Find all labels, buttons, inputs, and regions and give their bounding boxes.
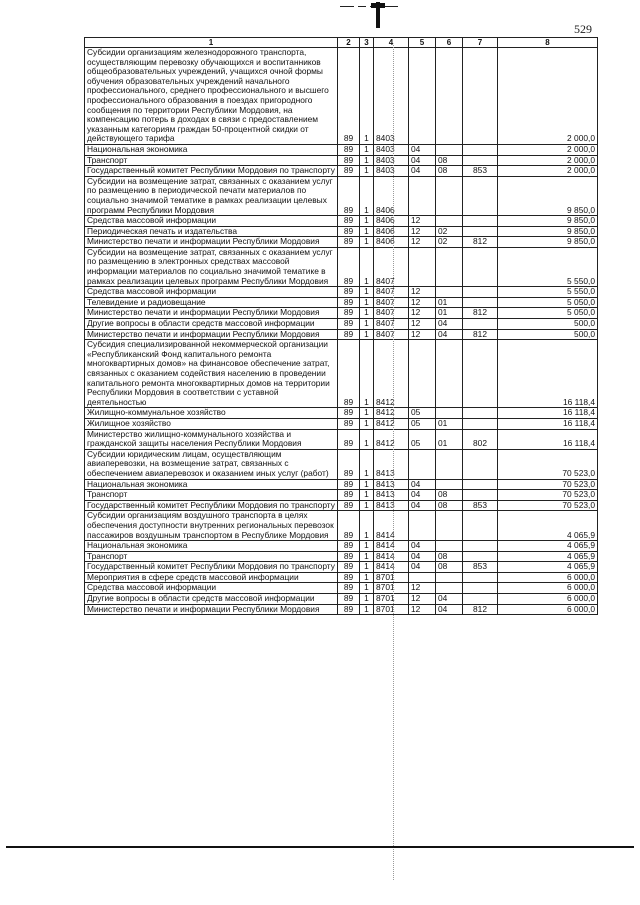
- table-row: [85, 247, 598, 286]
- code-col-6: 02: [436, 237, 463, 248]
- code-col-2: 89: [338, 297, 360, 308]
- item-name: Другие вопросы в области средств массовой информации: [85, 319, 338, 330]
- code-col-5: 12: [409, 237, 436, 248]
- item-name: Жилищно-коммунальное хозяйство: [85, 408, 338, 419]
- code-col-4: 8407: [374, 329, 409, 340]
- code-col-2: 89: [338, 500, 360, 511]
- table-row: [85, 176, 598, 215]
- code-col-7: [463, 551, 498, 562]
- code-col-4: 8413: [374, 500, 409, 511]
- item-name: Субсидии организациям железнодорожного транспорта, осуществляющим перевозку обучающихся и воспитанников общеобразовательных учреждений, учащихся очной формы обучения образовательных учреждений начального профессионального, среднего профессионального и высшего профессионального образования в поездах пригородного сообщения по территории Республики Мордовия, на компенсацию потерь в доходах в связи с предоставлением указанным категориям граждан 50-процентной скидки от действующего тарифа: [85, 48, 338, 145]
- column-header: 3: [360, 38, 374, 48]
- item-name: Государственный комитет Республики Мордовия по транспорту: [85, 500, 338, 511]
- code-col-5: 04: [409, 479, 436, 490]
- item-name: Субсидии организациям воздушного транспорта в целях обеспечения доступности внутренних региональных перевозок пассажиров воздушным транспортом в Республике Мордовия: [85, 511, 338, 541]
- code-col-5: [409, 176, 436, 215]
- code-col-5: 04: [409, 144, 436, 155]
- code-col-3: 1: [360, 541, 374, 552]
- amount-cell: 9 850,0: [498, 237, 598, 248]
- code-col-6: [436, 583, 463, 594]
- code-col-5: 12: [409, 287, 436, 298]
- code-col-5: [409, 511, 436, 541]
- table-row: [85, 490, 598, 501]
- column-header: 2: [338, 38, 360, 48]
- amount-cell: 500,0: [498, 329, 598, 340]
- code-col-2: 89: [338, 329, 360, 340]
- code-col-6: [436, 216, 463, 227]
- table-row: [85, 226, 598, 237]
- code-col-3: 1: [360, 551, 374, 562]
- code-col-3: 1: [360, 500, 374, 511]
- item-name: Субсидии на возмещение затрат, связанных с оказанием услуг по размещению в электронных средствах массовой информации материалов по социально значимой тематике в рамках реализации целевых программ Республики Мордовия: [85, 247, 338, 286]
- amount-cell: 9 850,0: [498, 226, 598, 237]
- code-col-4: 8701: [374, 594, 409, 605]
- table-row: [85, 583, 598, 594]
- code-col-5: 12: [409, 594, 436, 605]
- item-name: Национальная экономика: [85, 541, 338, 552]
- amount-cell: 2 000,0: [498, 155, 598, 166]
- amount-cell: 4 065,9: [498, 541, 598, 552]
- code-col-2: 89: [338, 247, 360, 286]
- item-name: Транспорт: [85, 155, 338, 166]
- code-col-6: [436, 287, 463, 298]
- code-col-5: 04: [409, 541, 436, 552]
- table-row: [85, 237, 598, 248]
- amount-cell: 500,0: [498, 319, 598, 330]
- item-name: Средства массовой информации: [85, 583, 338, 594]
- code-col-2: 89: [338, 226, 360, 237]
- code-col-5: 04: [409, 166, 436, 177]
- code-col-6: [436, 408, 463, 419]
- table-row: [85, 319, 598, 330]
- code-col-4: 8403: [374, 155, 409, 166]
- table-row: [85, 562, 598, 573]
- amount-cell: 4 065,9: [498, 551, 598, 562]
- table-row: [85, 449, 598, 479]
- table-row: [85, 329, 598, 340]
- code-col-6: [436, 511, 463, 541]
- column-header: 7: [463, 38, 498, 48]
- code-col-5: [409, 247, 436, 286]
- code-col-2: 89: [338, 176, 360, 215]
- code-col-7: 853: [463, 562, 498, 573]
- code-col-4: 8413: [374, 490, 409, 501]
- column-header: 1: [85, 38, 338, 48]
- code-col-3: 1: [360, 583, 374, 594]
- amount-cell: 16 118,4: [498, 429, 598, 449]
- code-col-6: [436, 572, 463, 583]
- code-col-5: 04: [409, 562, 436, 573]
- code-col-3: 1: [360, 166, 374, 177]
- page-number: 529: [574, 22, 592, 36]
- code-col-7: [463, 226, 498, 237]
- item-name: Министерство жилищно-коммунального хозяйства и гражданской защиты населения Республики Мордовия: [85, 429, 338, 449]
- code-col-3: 1: [360, 408, 374, 419]
- amount-cell: 9 850,0: [498, 176, 598, 215]
- code-col-4: 8414: [374, 551, 409, 562]
- code-col-5: 12: [409, 583, 436, 594]
- item-name: Национальная экономика: [85, 144, 338, 155]
- code-col-4: 8701: [374, 604, 409, 615]
- code-col-6: [436, 247, 463, 286]
- code-col-2: 89: [338, 551, 360, 562]
- item-name: Субсидия специализированной некоммерческой организации «Республиканский Фонд капитального ремонта многоквартирных домов» на финансовое обеспечение затрат, связанных с оказанием содействия населению в проведении капитального ремонта многоквартирных домов на территории Республики Мордовия в соответствии с уставной деятельностью: [85, 340, 338, 408]
- code-col-6: 04: [436, 604, 463, 615]
- code-col-4: 8407: [374, 287, 409, 298]
- code-col-4: 8403: [374, 48, 409, 145]
- bottom-rule: [6, 846, 634, 848]
- code-col-7: [463, 449, 498, 479]
- item-name: Министерство печати и информации Республики Мордовия: [85, 308, 338, 319]
- code-col-7: [463, 297, 498, 308]
- code-col-7: [463, 319, 498, 330]
- amount-cell: 6 000,0: [498, 594, 598, 605]
- amount-cell: 6 000,0: [498, 604, 598, 615]
- table-row: [85, 216, 598, 227]
- code-col-2: 89: [338, 562, 360, 573]
- code-col-4: 8406: [374, 176, 409, 215]
- code-col-7: [463, 490, 498, 501]
- item-name: Транспорт: [85, 490, 338, 501]
- code-col-7: 812: [463, 329, 498, 340]
- amount-cell: 70 523,0: [498, 500, 598, 511]
- code-col-3: 1: [360, 490, 374, 501]
- amount-cell: 4 065,9: [498, 511, 598, 541]
- code-col-7: 853: [463, 500, 498, 511]
- code-col-4: 8406: [374, 237, 409, 248]
- code-col-4: 8407: [374, 308, 409, 319]
- code-col-6: [436, 449, 463, 479]
- table-row: [85, 500, 598, 511]
- table-row: [85, 340, 598, 408]
- code-col-4: 8412: [374, 340, 409, 408]
- item-name: Министерство печати и информации Республики Мордовия: [85, 329, 338, 340]
- code-col-3: 1: [360, 176, 374, 215]
- code-col-4: 8414: [374, 562, 409, 573]
- code-col-3: 1: [360, 247, 374, 286]
- code-col-2: 89: [338, 429, 360, 449]
- code-col-5: [409, 48, 436, 145]
- code-col-5: 05: [409, 418, 436, 429]
- table-row: [85, 429, 598, 449]
- code-col-3: 1: [360, 308, 374, 319]
- item-name: Субсидии на возмещение затрат, связанных с оказанием услуг по размещению в периодической печати материалов по социально значимой тематике в рамках реализации целевых программ Республики Мордовия: [85, 176, 338, 215]
- code-col-3: 1: [360, 572, 374, 583]
- table-row: [85, 408, 598, 419]
- amount-cell: 6 000,0: [498, 572, 598, 583]
- code-col-2: 89: [338, 48, 360, 145]
- code-col-3: 1: [360, 594, 374, 605]
- code-col-6: 04: [436, 594, 463, 605]
- code-col-2: 89: [338, 408, 360, 419]
- code-col-6: [436, 144, 463, 155]
- code-col-5: 12: [409, 319, 436, 330]
- code-col-2: 89: [338, 340, 360, 408]
- code-col-7: [463, 511, 498, 541]
- item-name: Государственный комитет Республики Мордовия по транспорту: [85, 166, 338, 177]
- item-name: Периодическая печать и издательства: [85, 226, 338, 237]
- table-row: [85, 155, 598, 166]
- budget-table: [84, 37, 598, 615]
- code-col-3: 1: [360, 340, 374, 408]
- code-col-2: 89: [338, 604, 360, 615]
- code-col-4: 8413: [374, 479, 409, 490]
- code-col-5: 12: [409, 226, 436, 237]
- code-col-7: [463, 479, 498, 490]
- code-col-2: 89: [338, 287, 360, 298]
- code-col-7: [463, 216, 498, 227]
- code-col-6: [436, 176, 463, 215]
- table-row: [85, 166, 598, 177]
- code-col-7: 812: [463, 604, 498, 615]
- table-row: [85, 144, 598, 155]
- code-col-6: [436, 541, 463, 552]
- code-col-3: 1: [360, 604, 374, 615]
- code-col-5: 12: [409, 329, 436, 340]
- code-col-2: 89: [338, 449, 360, 479]
- code-col-6: 01: [436, 297, 463, 308]
- code-col-3: 1: [360, 429, 374, 449]
- code-col-2: 89: [338, 166, 360, 177]
- code-col-2: 89: [338, 319, 360, 330]
- code-col-4: 8412: [374, 429, 409, 449]
- table-row: [85, 297, 598, 308]
- table-row: [85, 572, 598, 583]
- code-col-5: 04: [409, 490, 436, 501]
- code-col-2: 89: [338, 594, 360, 605]
- amount-cell: 16 118,4: [498, 408, 598, 419]
- code-col-3: 1: [360, 449, 374, 479]
- code-col-2: 89: [338, 511, 360, 541]
- code-col-5: 04: [409, 551, 436, 562]
- code-col-7: [463, 594, 498, 605]
- code-col-3: 1: [360, 155, 374, 166]
- code-col-2: 89: [338, 490, 360, 501]
- table-header-row: [85, 38, 598, 48]
- code-col-6: 04: [436, 319, 463, 330]
- column-header: 5: [409, 38, 436, 48]
- item-name: Государственный комитет Республики Мордовия по транспорту: [85, 562, 338, 573]
- code-col-4: 8414: [374, 541, 409, 552]
- code-col-3: 1: [360, 48, 374, 145]
- item-name: Телевидение и радиовещание: [85, 297, 338, 308]
- code-col-5: 04: [409, 155, 436, 166]
- code-col-6: 02: [436, 226, 463, 237]
- code-col-7: 802: [463, 429, 498, 449]
- code-col-7: [463, 48, 498, 145]
- amount-cell: 6 000,0: [498, 583, 598, 594]
- table-row: [85, 551, 598, 562]
- code-col-5: 05: [409, 408, 436, 419]
- amount-cell: 16 118,4: [498, 340, 598, 408]
- item-name: Средства массовой информации: [85, 287, 338, 298]
- code-col-6: 08: [436, 166, 463, 177]
- code-col-5: 12: [409, 308, 436, 319]
- code-col-6: 08: [436, 562, 463, 573]
- code-col-2: 89: [338, 144, 360, 155]
- code-col-6: [436, 48, 463, 145]
- table-row: [85, 511, 598, 541]
- code-col-5: 12: [409, 216, 436, 227]
- code-col-6: 08: [436, 500, 463, 511]
- code-col-6: 04: [436, 329, 463, 340]
- code-col-6: [436, 479, 463, 490]
- code-col-2: 89: [338, 479, 360, 490]
- code-col-3: 1: [360, 319, 374, 330]
- code-col-3: 1: [360, 237, 374, 248]
- scan-binding-mark: [340, 0, 400, 30]
- column-header: 8: [498, 38, 598, 48]
- code-col-4: 8406: [374, 226, 409, 237]
- code-col-3: 1: [360, 216, 374, 227]
- code-col-7: 812: [463, 308, 498, 319]
- code-col-4: 8406: [374, 216, 409, 227]
- item-name: Жилищное хозяйство: [85, 418, 338, 429]
- code-col-2: 89: [338, 572, 360, 583]
- table-row: [85, 418, 598, 429]
- code-col-2: 89: [338, 216, 360, 227]
- code-col-7: 853: [463, 166, 498, 177]
- code-col-7: [463, 408, 498, 419]
- code-col-7: [463, 572, 498, 583]
- amount-cell: 70 523,0: [498, 449, 598, 479]
- code-col-7: [463, 287, 498, 298]
- code-col-5: 05: [409, 429, 436, 449]
- item-name: Средства массовой информации: [85, 216, 338, 227]
- code-col-4: 8701: [374, 583, 409, 594]
- code-col-4: 8414: [374, 511, 409, 541]
- code-col-2: 89: [338, 418, 360, 429]
- item-name: Министерство печати и информации Республики Мордовия: [85, 604, 338, 615]
- amount-cell: 16 118,4: [498, 418, 598, 429]
- table-row: [85, 594, 598, 605]
- code-col-7: 812: [463, 237, 498, 248]
- item-name: Другие вопросы в области средств массовой информации: [85, 594, 338, 605]
- code-col-7: [463, 176, 498, 215]
- code-col-3: 1: [360, 479, 374, 490]
- item-name: Национальная экономика: [85, 479, 338, 490]
- amount-cell: 5 550,0: [498, 287, 598, 298]
- code-col-3: 1: [360, 562, 374, 573]
- code-col-2: 89: [338, 583, 360, 594]
- code-col-7: [463, 144, 498, 155]
- code-col-6: 01: [436, 429, 463, 449]
- code-col-5: [409, 572, 436, 583]
- code-col-7: [463, 541, 498, 552]
- amount-cell: 2 000,0: [498, 144, 598, 155]
- code-col-4: 8407: [374, 319, 409, 330]
- code-col-3: 1: [360, 226, 374, 237]
- code-col-7: [463, 418, 498, 429]
- table-body: [85, 48, 598, 615]
- table-row: [85, 287, 598, 298]
- item-name: Министерство печати и информации Республики Мордовия: [85, 237, 338, 248]
- code-col-7: [463, 583, 498, 594]
- code-col-6: 08: [436, 490, 463, 501]
- code-col-4: 8412: [374, 408, 409, 419]
- amount-cell: 70 523,0: [498, 490, 598, 501]
- code-col-3: 1: [360, 144, 374, 155]
- code-col-3: 1: [360, 297, 374, 308]
- code-col-6: [436, 340, 463, 408]
- code-col-3: 1: [360, 329, 374, 340]
- amount-cell: 5 050,0: [498, 297, 598, 308]
- table-row: [85, 308, 598, 319]
- amount-cell: 70 523,0: [498, 479, 598, 490]
- code-col-7: [463, 155, 498, 166]
- amount-cell: 2 000,0: [498, 48, 598, 145]
- amount-cell: 5 050,0: [498, 308, 598, 319]
- code-col-5: 04: [409, 500, 436, 511]
- code-col-3: 1: [360, 511, 374, 541]
- code-col-2: 89: [338, 155, 360, 166]
- code-col-2: 89: [338, 237, 360, 248]
- column-header: 6: [436, 38, 463, 48]
- code-col-4: 8407: [374, 297, 409, 308]
- amount-cell: 5 550,0: [498, 247, 598, 286]
- amount-cell: 2 000,0: [498, 166, 598, 177]
- code-col-4: 8413: [374, 449, 409, 479]
- code-col-4: 8407: [374, 247, 409, 286]
- code-col-7: [463, 247, 498, 286]
- code-col-7: [463, 340, 498, 408]
- code-col-5: [409, 449, 436, 479]
- table-row: [85, 48, 598, 145]
- code-col-3: 1: [360, 287, 374, 298]
- code-col-6: 08: [436, 155, 463, 166]
- code-col-6: 01: [436, 418, 463, 429]
- table-row: [85, 479, 598, 490]
- code-col-4: 8412: [374, 418, 409, 429]
- table-row: [85, 541, 598, 552]
- item-name: Транспорт: [85, 551, 338, 562]
- item-name: Субсидии юридическим лицам, осуществляющим авиаперевозки, на возмещение затрат, связанных с обеспечением авиаперевозок и оказанием иных услуг (работ): [85, 449, 338, 479]
- code-col-3: 1: [360, 418, 374, 429]
- code-col-5: [409, 340, 436, 408]
- amount-cell: 9 850,0: [498, 216, 598, 227]
- code-col-4: 8403: [374, 166, 409, 177]
- fold-line: [393, 45, 395, 880]
- item-name: Мероприятия в сфере средств массовой информации: [85, 572, 338, 583]
- amount-cell: 4 065,9: [498, 562, 598, 573]
- code-col-4: 8403: [374, 144, 409, 155]
- code-col-2: 89: [338, 541, 360, 552]
- code-col-6: 08: [436, 551, 463, 562]
- code-col-4: 8701: [374, 572, 409, 583]
- table-row: [85, 604, 598, 615]
- code-col-6: 01: [436, 308, 463, 319]
- code-col-5: 12: [409, 297, 436, 308]
- column-header: 4: [374, 38, 409, 48]
- code-col-5: 12: [409, 604, 436, 615]
- code-col-2: 89: [338, 308, 360, 319]
